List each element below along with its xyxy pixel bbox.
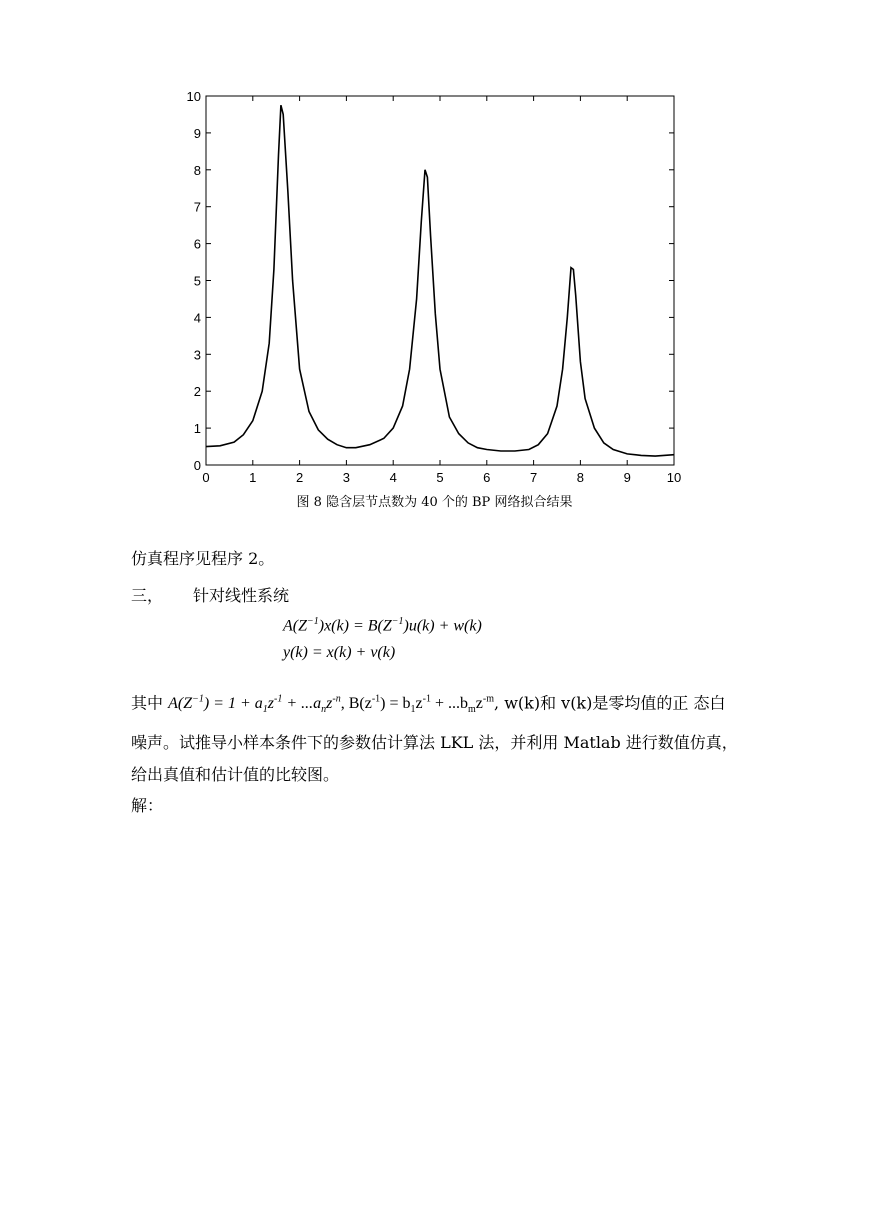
b-exp: -1 — [371, 694, 381, 705]
eq1-mid: )x(k) = B(Z — [318, 617, 392, 635]
paragraph-simulation-program: 仿真程序见程序 2。 — [131, 549, 275, 568]
answer-label: 解： — [131, 796, 164, 815]
eq1-exp: −1 — [307, 616, 319, 627]
para2-suffix: , w(k)和 v(k)是零均值的正 — [494, 693, 689, 713]
paragraph-problem-statement — [131, 684, 739, 791]
x-tick-label: 0 — [202, 470, 210, 485]
b-expr-4: + ...b — [430, 695, 469, 713]
b-expm: -m — [482, 694, 495, 705]
b-exp2: -1 — [422, 694, 431, 705]
b-subm: m — [468, 704, 476, 716]
a-expr-5: z — [326, 695, 333, 713]
a-sub1: 1 — [262, 704, 268, 716]
equation-1 — [283, 616, 482, 635]
y-tick-label: 6 — [193, 236, 201, 252]
a-exp: −1 — [192, 694, 204, 705]
y-tick-label: 4 — [193, 310, 201, 326]
b-expr-5: z — [475, 695, 483, 713]
equation-2: y(k) = x(k) + v(k) — [283, 644, 396, 661]
y-tick-label: 0 — [193, 458, 201, 473]
b-sub1: 1 — [410, 704, 416, 716]
y-tick-label: 1 — [193, 421, 201, 437]
para2-prefix: 其中 — [131, 693, 169, 713]
plot-frame — [206, 96, 674, 465]
a-expr-3: z — [267, 695, 274, 713]
y-tick-label: 10 — [186, 89, 201, 104]
x-tick-label: 3 — [342, 470, 351, 485]
y-tick-label: 8 — [193, 162, 201, 178]
y-tick-label: 9 — [193, 125, 201, 141]
section-number: 三， — [131, 586, 164, 605]
a-exp2: -1 — [274, 694, 283, 705]
y-tick-label: 3 — [193, 347, 201, 363]
x-tick-label: 1 — [249, 470, 257, 485]
section-title: 针对线性系统 — [193, 586, 290, 605]
a-expr-2: ) = 1 + a — [203, 695, 263, 713]
x-tick-label: 6 — [483, 470, 491, 485]
b-expr-3: z — [415, 695, 423, 713]
y-tick-label: 5 — [193, 273, 201, 289]
eq1-exp2: −1 — [391, 616, 404, 627]
b-expr-2: ) = b — [380, 695, 411, 713]
a-expr-1: A(Z — [168, 695, 193, 713]
x-tick-label: 2 — [295, 470, 304, 485]
x-tick-label: 9 — [623, 470, 631, 485]
x-tick-label: 4 — [389, 470, 397, 485]
x-tick-label: 8 — [576, 470, 585, 485]
figure-caption: 图 8 隐含层节点数为 40 个的 BP 网络拟合结果 — [296, 495, 573, 510]
x-tick-label: 5 — [436, 470, 444, 485]
series-line — [206, 105, 674, 456]
y-tick-label: 2 — [193, 384, 201, 400]
b-expr-1: , B(z — [340, 695, 372, 713]
x-tick-label: 10 — [666, 470, 682, 485]
figure-8-chart — [0, 0, 869, 500]
y-tick-label: 7 — [193, 199, 201, 215]
x-tick-label: 7 — [529, 470, 538, 485]
a-subn: n — [321, 704, 327, 716]
eq1-rhs: )u(k) + w(k) — [403, 617, 482, 635]
eq1-lhs: A(Z — [283, 617, 307, 635]
para2-line2: 态白噪声。试推导小样本条件下的参数估计算法 LKL 法，并利用 Matlab 进行数值仿真，给出真值和估计值的比较图。 — [131, 693, 738, 784]
a-expn: -n — [332, 694, 341, 705]
a-expr-4: + ...a — [282, 695, 322, 713]
